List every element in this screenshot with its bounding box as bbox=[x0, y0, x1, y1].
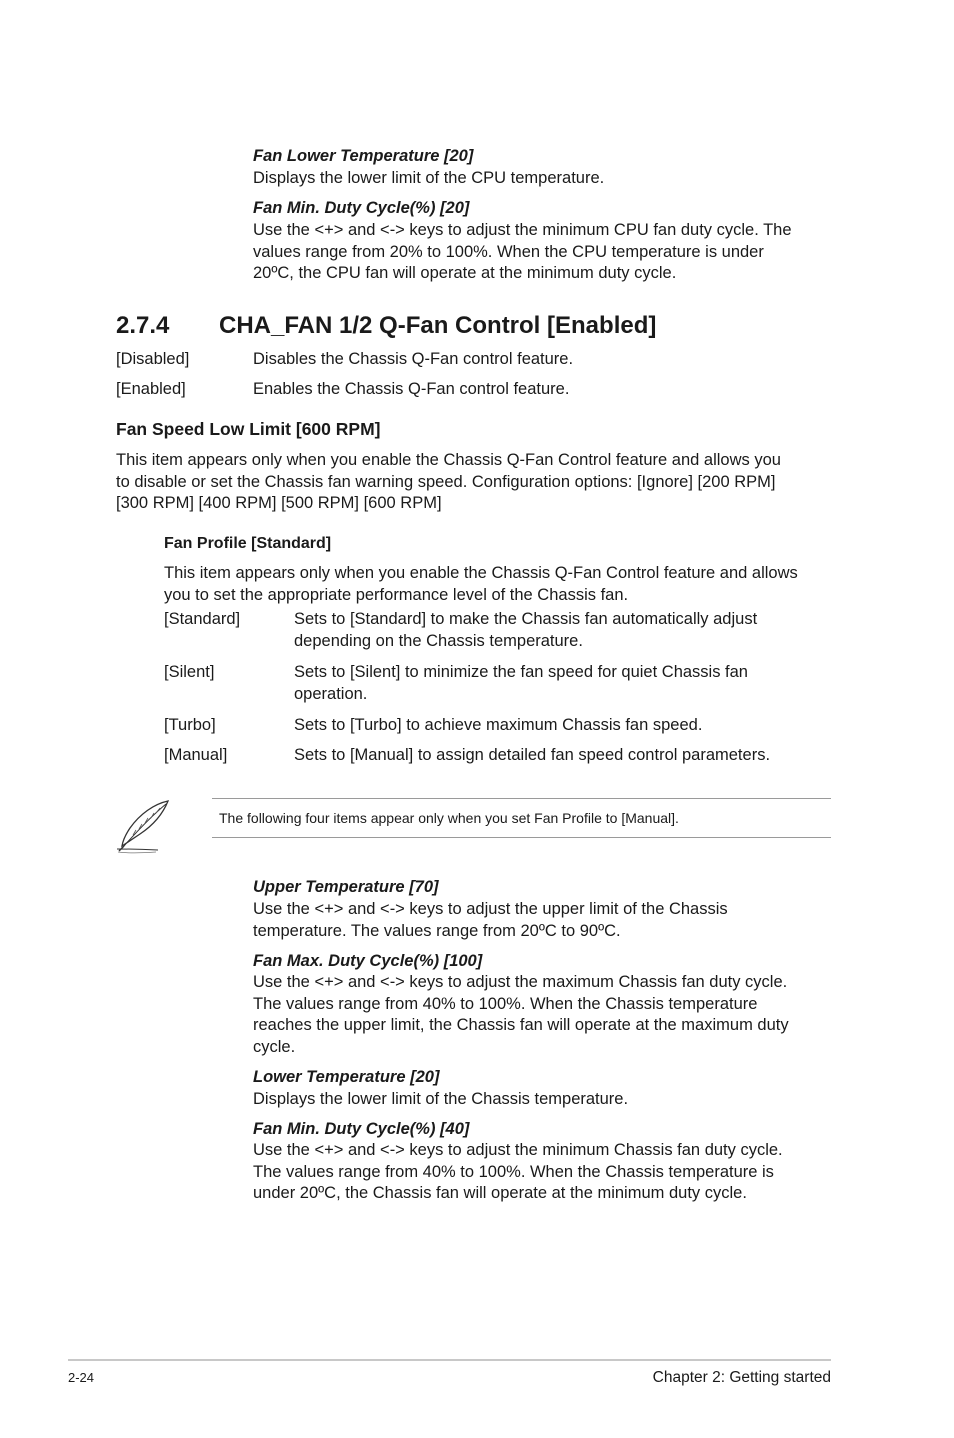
fan-speed-low-limit-desc: This item appears only when you enable the Chassis Q-Fan Control feature and allows you to disable or set the Chassis fan warning speed. Configuration options: [Ignore] [200 RPM] [300 RPM] [400 RPM] [500 RPM] [600 RPM] bbox=[116, 451, 781, 512]
fan-min-duty-cycle-desc: Use the <+> and <-> keys to adjust the minimum CPU fan duty cycle. The values range from 20% to 100%. When the CPU temperature is under 20ºC, the CPU fan will operate at the minimum duty cycle. bbox=[253, 221, 792, 282]
profile-option-silent-desc: Sets to [Silent] to minimize the fan speed for quiet Chassis fan operation. bbox=[294, 663, 748, 703]
profile-option-silent-key: [Silent] bbox=[164, 663, 215, 681]
profile-option-standard-key: [Standard] bbox=[164, 610, 241, 628]
fan-lower-temperature-desc: Displays the lower limit of the CPU temperature. bbox=[253, 169, 605, 187]
fan-lower-temperature-title: Fan Lower Temperature [20] bbox=[253, 147, 474, 165]
page-number: 2-24 bbox=[68, 1370, 95, 1385]
option-enabled-desc: Enables the Chassis Q-Fan control feature. bbox=[253, 380, 570, 398]
fan-max-duty-cycle-title: Fan Max. Duty Cycle(%) [100] bbox=[253, 952, 483, 970]
note-top-rule bbox=[212, 798, 831, 799]
profile-option-manual-key: [Manual] bbox=[164, 746, 228, 764]
profile-option-turbo-key: [Turbo] bbox=[164, 716, 216, 734]
option-disabled-desc: Disables the Chassis Q-Fan control feature. bbox=[253, 350, 574, 368]
profile-option-manual-desc: Sets to [Manual] to assign detailed fan speed control parameters. bbox=[294, 746, 771, 764]
option-enabled-key: [Enabled] bbox=[116, 380, 186, 398]
fan-profile-title: Fan Profile [Standard] bbox=[164, 535, 332, 552]
footer-rule bbox=[68, 1359, 831, 1361]
fan-min-duty-cycle-chassis-title: Fan Min. Duty Cycle(%) [40] bbox=[253, 1120, 470, 1138]
section-number: 2.7.4 bbox=[116, 312, 170, 339]
profile-option-standard-desc: Sets to [Standard] to make the Chassis fan automatically adjust depending on the Chassis temperature. bbox=[294, 610, 758, 650]
fan-profile-desc: This item appears only when you enable the Chassis Q-Fan Control feature and allows you to set the appropriate performance level of the Chassis fan. bbox=[164, 564, 798, 604]
lower-temperature-title: Lower Temperature [20] bbox=[253, 1068, 440, 1086]
section-title: CHA_FAN 1/2 Q-Fan Control [Enabled] bbox=[219, 312, 657, 339]
chapter-label: Chapter 2: Getting started bbox=[652, 1369, 831, 1386]
option-disabled-key: [Disabled] bbox=[116, 350, 190, 368]
upper-temperature-title: Upper Temperature [70] bbox=[253, 878, 439, 896]
fan-min-duty-cycle-title: Fan Min. Duty Cycle(%) [20] bbox=[253, 199, 470, 217]
feather-pen-icon bbox=[114, 798, 174, 856]
lower-temperature-desc: Displays the lower limit of the Chassis temperature. bbox=[253, 1090, 629, 1108]
fan-speed-low-limit-title: Fan Speed Low Limit [600 RPM] bbox=[116, 419, 381, 439]
upper-temperature-desc: Use the <+> and <-> keys to adjust the upper limit of the Chassis temperature. The values range from 20ºC to 90ºC. bbox=[253, 900, 728, 940]
fan-min-duty-cycle-chassis-desc: Use the <+> and <-> keys to adjust the minimum Chassis fan duty cycle. The values range from 40% to 100%. When the Chassis temperature is under 20ºC, the Chassis fan will operate at the minimum duty cycle. bbox=[253, 1141, 783, 1202]
profile-option-turbo-desc: Sets to [Turbo] to achieve maximum Chassis fan speed. bbox=[294, 716, 703, 734]
note-text: The following four items appear only when you set Fan Profile to [Manual]. bbox=[219, 810, 679, 826]
fan-max-duty-cycle-desc: Use the <+> and <-> keys to adjust the maximum Chassis fan duty cycle. The values range from 40% to 100%. When the Chassis temperature reaches the upper limit, the Chassis fan will operate at the maximum duty cycle. bbox=[253, 973, 789, 1056]
note-bottom-rule bbox=[212, 837, 831, 838]
